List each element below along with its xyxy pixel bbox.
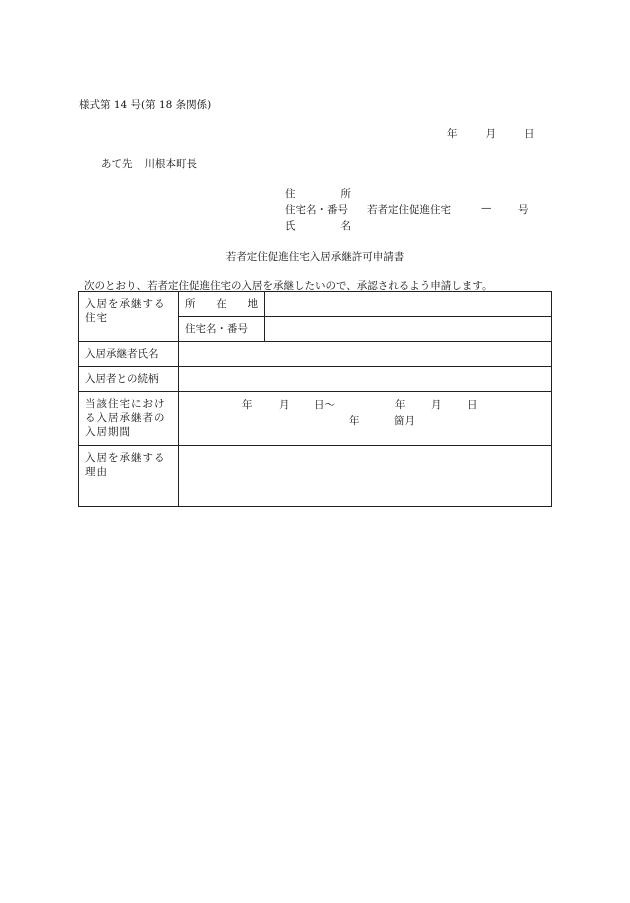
period-from-month: 月 (279, 399, 290, 411)
addressee-name: 川根本町長 (144, 158, 197, 170)
period-from-day: 日〜 (314, 399, 335, 411)
period-label: 当該住宅における入居承継者の入居期間 (79, 392, 179, 446)
housing-name-label: 住宅名・番号 (179, 317, 265, 342)
date-line (447, 126, 535, 141)
successor-name-label: 入居承継者氏名 (79, 342, 179, 367)
applicant-residence-label: 住宅名・番号 (285, 204, 348, 216)
application-table (78, 291, 552, 507)
period-value[interactable] (179, 392, 552, 446)
applicant-address-label: 住 所 (285, 188, 351, 200)
date-year-label: 年 (447, 128, 458, 140)
form-number: 様式第 14 号(第 18 条関係) (79, 99, 212, 111)
applicant-residence-dash: — (481, 202, 492, 214)
housing-name-value[interactable] (265, 317, 552, 342)
location-value[interactable] (265, 292, 552, 317)
applicant-residence-suffix: 号 (518, 204, 529, 216)
location-label: 所 在 地 (179, 292, 265, 317)
document-title: 若者定住促進住宅入居承継許可申請書 (225, 251, 405, 263)
period-to-month: 月 (431, 399, 442, 411)
date-day-label: 日 (524, 128, 535, 140)
period-count-month: 箇月 (394, 415, 415, 427)
housing-label: 入居を承継する住宅 (79, 292, 179, 342)
addressee-prefix: あて先 (101, 158, 133, 170)
reason-value[interactable] (179, 446, 552, 507)
period-to-year: 年 (395, 399, 406, 411)
period-from-year: 年 (242, 399, 253, 411)
period-count-year: 年 (349, 415, 360, 427)
successor-name-value[interactable] (179, 342, 552, 367)
relationship-value[interactable] (179, 367, 552, 392)
date-month-label: 月 (485, 128, 496, 140)
addressee (101, 156, 197, 171)
applicant-name-label: 氏 名 (285, 220, 351, 232)
reason-label: 入居を承継する理由 (79, 446, 179, 507)
applicant-residence-value: 若者定住促進住宅 (367, 204, 451, 216)
intro-text: 次のとおり、若者定住促進住宅の入居を承継したいので、承認されるよう申請します。 (84, 280, 493, 292)
period-to-day: 日 (467, 399, 478, 411)
relationship-label: 入居者との続柄 (79, 367, 179, 392)
